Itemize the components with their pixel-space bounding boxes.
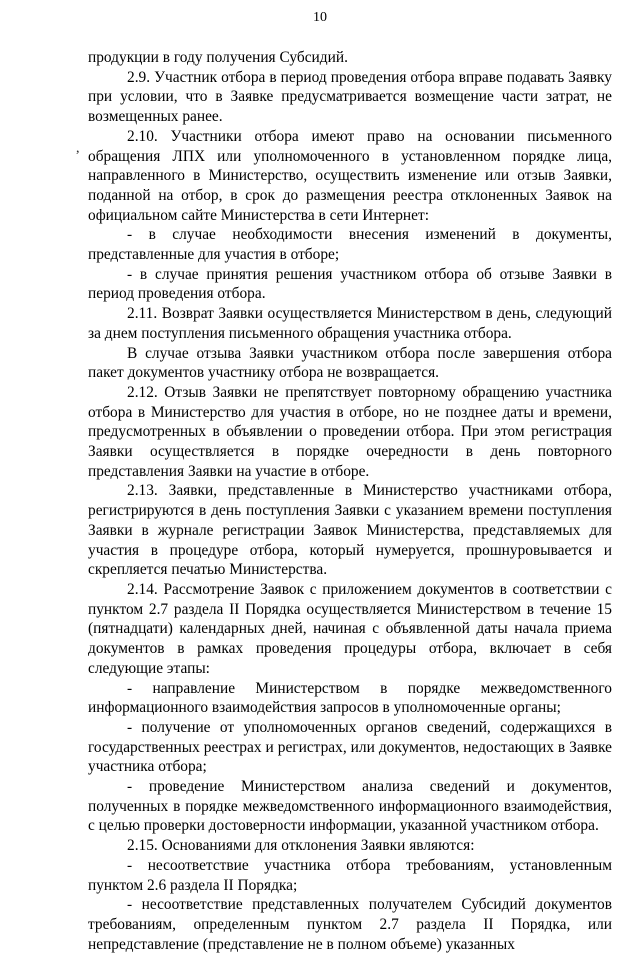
paragraph: 2.14. Рассмотрение Заявок с приложением документов в соответствии с пунктом 2.7 раздела II Порядка осуществляется Министерством в течение 15 (пятнадцати) календарных дней, начиная с объявленной даты начала приема документов в рамках проведения процедуры отбора, включает в себя следующие этапы: <box>88 580 612 677</box>
paragraph: - направление Министерством в порядке межведомственного информационного взаимодействия запросов в уполномоченные органы; <box>88 679 612 717</box>
paragraph: продукции в году получения Субсидий. <box>88 49 348 66</box>
paragraph: 2.12. Отзыв Заявки не препятствует повторному обращению участника отбора в Министерство для участия в отборе, но не позднее даты и времени, предусмотренных в объявлении о проведении отбора. При этом регистрация Заявки осуществляется в порядке очередности в день повторного представления Заявки на участие в отборе. <box>88 383 612 480</box>
paragraph: 2.11. Возврат Заявки осуществляется Министерством в день, следующий за днем поступления письменного обращения участника отбора. <box>88 305 612 342</box>
margin-mark: , <box>76 141 80 156</box>
paragraph: 2.13. Заявки, представленные в Министерство участниками отбора, регистрируются в день поступления Заявки с указанием времени поступления Заявки в журнале регистрации Заявок Министерства, представляемых для участия в процедуре отбора, который нумеруется, прошнуровывается и скрепляется печатью Министерства. <box>88 482 612 579</box>
page-number: 10 <box>313 10 327 25</box>
paragraph: - получение от уполномоченных органов сведений, содержащихся в государственных реестрах и регистрах, или документов, недостающих в Заявке участника отбора; <box>88 718 612 776</box>
paragraph: 2.9. Участник отбора в период проведения отбора вправе подавать Заявку при условии, что в Заявке предусматривается возмещение части затрат, не возмещенных ранее. <box>88 68 612 126</box>
paragraph: - в случае необходимости внесения изменений в документы, представленные для участия в отборе; <box>88 226 612 264</box>
paragraph: - в случае принятия решения участником отбора об отзыве Заявки в период проведения отбора. <box>88 265 612 303</box>
paragraph: 2.10. Участники отбора имеют право на основании письменного обращения ЛПХ или уполномоченного в установленном порядке лица, направленного в Министерство, осуществить изменение или отзыв Заявки, поданной на отбор, в срок до размещения реестра отклоненных Заявок на официальном сайте Министерства в сети Интернет: <box>88 127 612 224</box>
paragraph: - несоответствие участника отбора требованиям, установленным пунктом 2.6 раздела II Порядка; <box>88 856 612 894</box>
document-body <box>88 48 612 954</box>
paragraph: - несоответствие представленных получателем Субсидий документов требованиям, определенным пунктом 2.7 раздела II Порядка, или непредставление (представление не в полном объеме) указанных <box>88 896 612 953</box>
paragraph: В случае отзыва Заявки участником отбора после завершения отбора пакет документов участнику отбора не возвращается. <box>88 344 612 382</box>
paragraph: 2.15. Основаниями для отклонения Заявки являются: <box>127 837 475 855</box>
paragraph: - проведение Министерством анализа сведений и документов, полученных в порядке межведомственного информационного взаимодействия, с целью проверки достоверности информации, указанной участником отбора. <box>88 778 612 835</box>
